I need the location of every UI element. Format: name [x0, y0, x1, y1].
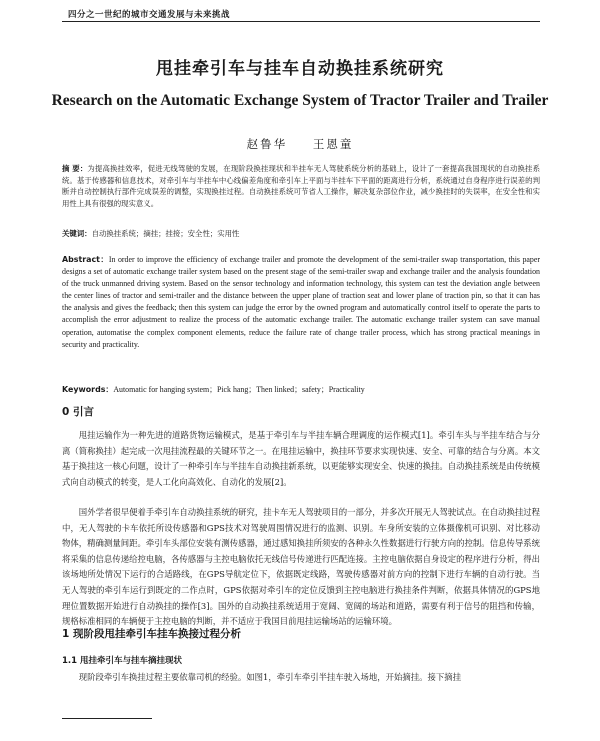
section1-paragraph: 现阶段牵引车换挂过程主要依靠司机的经验。如图1，牵引车牵引半挂车驶入场地，开始摘挂。接下摘挂 [78, 672, 461, 682]
abstract-cn-text: 为提高换挂效率，促进无线驾驶的发展，在现阶段换挂现状和半挂车无人驾驶系统分析的基础上，设计了一套提高我国现状的自动换挂系统。基于传感器和信息技术，对牵引车与半挂车中心线偏差角度和牵引车上平面与半挂车下平面的距离进行分析，系统通过自身程序进行误差的判断并自动控制执行部件完成误差的调整，实现换挂过程。自动换挂系统可节省人工操作，解决复杂部位作业，减少换挂时的失误率，在安全性和实用性上具有很强的现实意义。 [62, 164, 540, 208]
title-chinese: 甩挂牵引车与挂车自动换挂系统研究 [156, 59, 444, 79]
abstract-en-label: Abstract： [62, 255, 109, 264]
header-rule [62, 21, 540, 22]
section-heading-1: 1 现阶段甩挂牵引车挂车换接过程分析 [62, 628, 241, 640]
abstract-english [62, 254, 540, 351]
abstract-en-text: In order to improve the efficiency of exchange trailer and promote the development of the semi-trailer swap transportation, this paper designs a set of automatic exchange trailer system based on the present stage of the semi-trailer swap and exchange trailer and the analysis foundation of the truck unmanned driving system. Based on the sensor technology and information technology, this system can test the deviation angle between the center lines of tractor and semi-trailer and the distance between the upper plane of traction seat and lower plane of traction pin, so that it can has the analysis and gives the feedback; then this system can judge the error by the owned program and automatically control itself to operate the parts to accomplish the error adjustment to realize the process of the automatic exchange trailer. The automatic exchange trailer system can save manual operation, automatise the complex component elements, reduce the failure rate of change trailer process, which has strong practical meanings in security and practicality. [62, 255, 540, 349]
abstract-cn-label: 摘 要： [62, 164, 88, 173]
author-2: 王恩童 [312, 137, 354, 151]
intro-paragraph-1: 甩挂运输作为一种先进的道路货物运输模式，是基于牵引车与半挂车辆合理调度的运作模式[1]。牵引车头与半挂车结合与分离（简称换挂）起完成一次甩挂流程最的关键环节之一。在甩挂运输中，换挂环节要求实现快速、安全、可靠的结合与分离。本文基于换挂这一核心问题，设计了一种牵引车与半挂车自动换挂新系统，以更能够实现安全、快速的换挂。自动换挂系统是由传统模式向自动模式的转变，是人工化向高效化、自动化的发展[2]。 [62, 430, 540, 487]
author-1: 赵鲁华 [246, 137, 288, 151]
title-english: Research on the Automatic Exchange System of Tractor Trailer and Trailer [51, 92, 549, 109]
keywords-cn-text: 自动换挂系统；摘挂；挂接；安全性；实用性 [91, 229, 240, 238]
section-heading-intro: 0 引言 [62, 406, 94, 418]
keywords-chinese [62, 228, 540, 240]
subsection-heading-1-1: 1.1 甩挂牵引车与挂车摘挂现状 [62, 656, 183, 666]
running-head: 四分之一世纪的城市交通发展与未来挑战 [68, 10, 231, 20]
keywords-en-label: Keywords： [62, 385, 114, 394]
footnote-rule [62, 718, 152, 719]
keywords-en-text: Automatic for hanging system；Pick hang；Then linked；safety；Practicality [113, 385, 365, 394]
keywords-english [62, 384, 540, 396]
authors [0, 136, 600, 152]
keywords-cn-label: 关键词： [62, 229, 92, 238]
abstract-chinese [62, 163, 540, 209]
intro-paragraph-2: 国外学者很早便着手牵引车自动换挂系统的研究，挂卡车无人驾驶项目的一部分，并多次开展无人驾驶试点。在自动换挂过程中，无人驾驶的卡车依托所设传感器和GPS技术对驾驶周围情况进行的监测、识别。车身所安装的立体摄像机可识别、对比移动物体，精确测量间距。牵引车头部位安装有测传感器，通过感知换挂所须安的各种永久性数据进行行驶方向的控制。信息传导系统将采集的信息传递给控电脑，各传感器与主控电脑依托无线信号传递进行匹配连接。主控电脑依据自身设定的程序进行分析，得出该场地所处情况下运行的合适路线，在GPS导航定位下，依据既定线路，驾驶传感器对前方向的控制下进行车辆的自动行驶。当无人驾驶的牵引车运行到既定的二作点时，GPS依据对牵引车的定位反馈到主控电脑进行换挂条件判断，依据具体情况的GPS地理位置数据开始进行自动换挂的操作[3]。国外的自动换挂系统适用于宽阔、宽阔的场站和道路，需要有利于信号的阻挡和传输，规格标准相同的车辆便于主控电脑的判断，并不适应于我国目前甩挂运输场站的运输环境。 [62, 507, 540, 627]
